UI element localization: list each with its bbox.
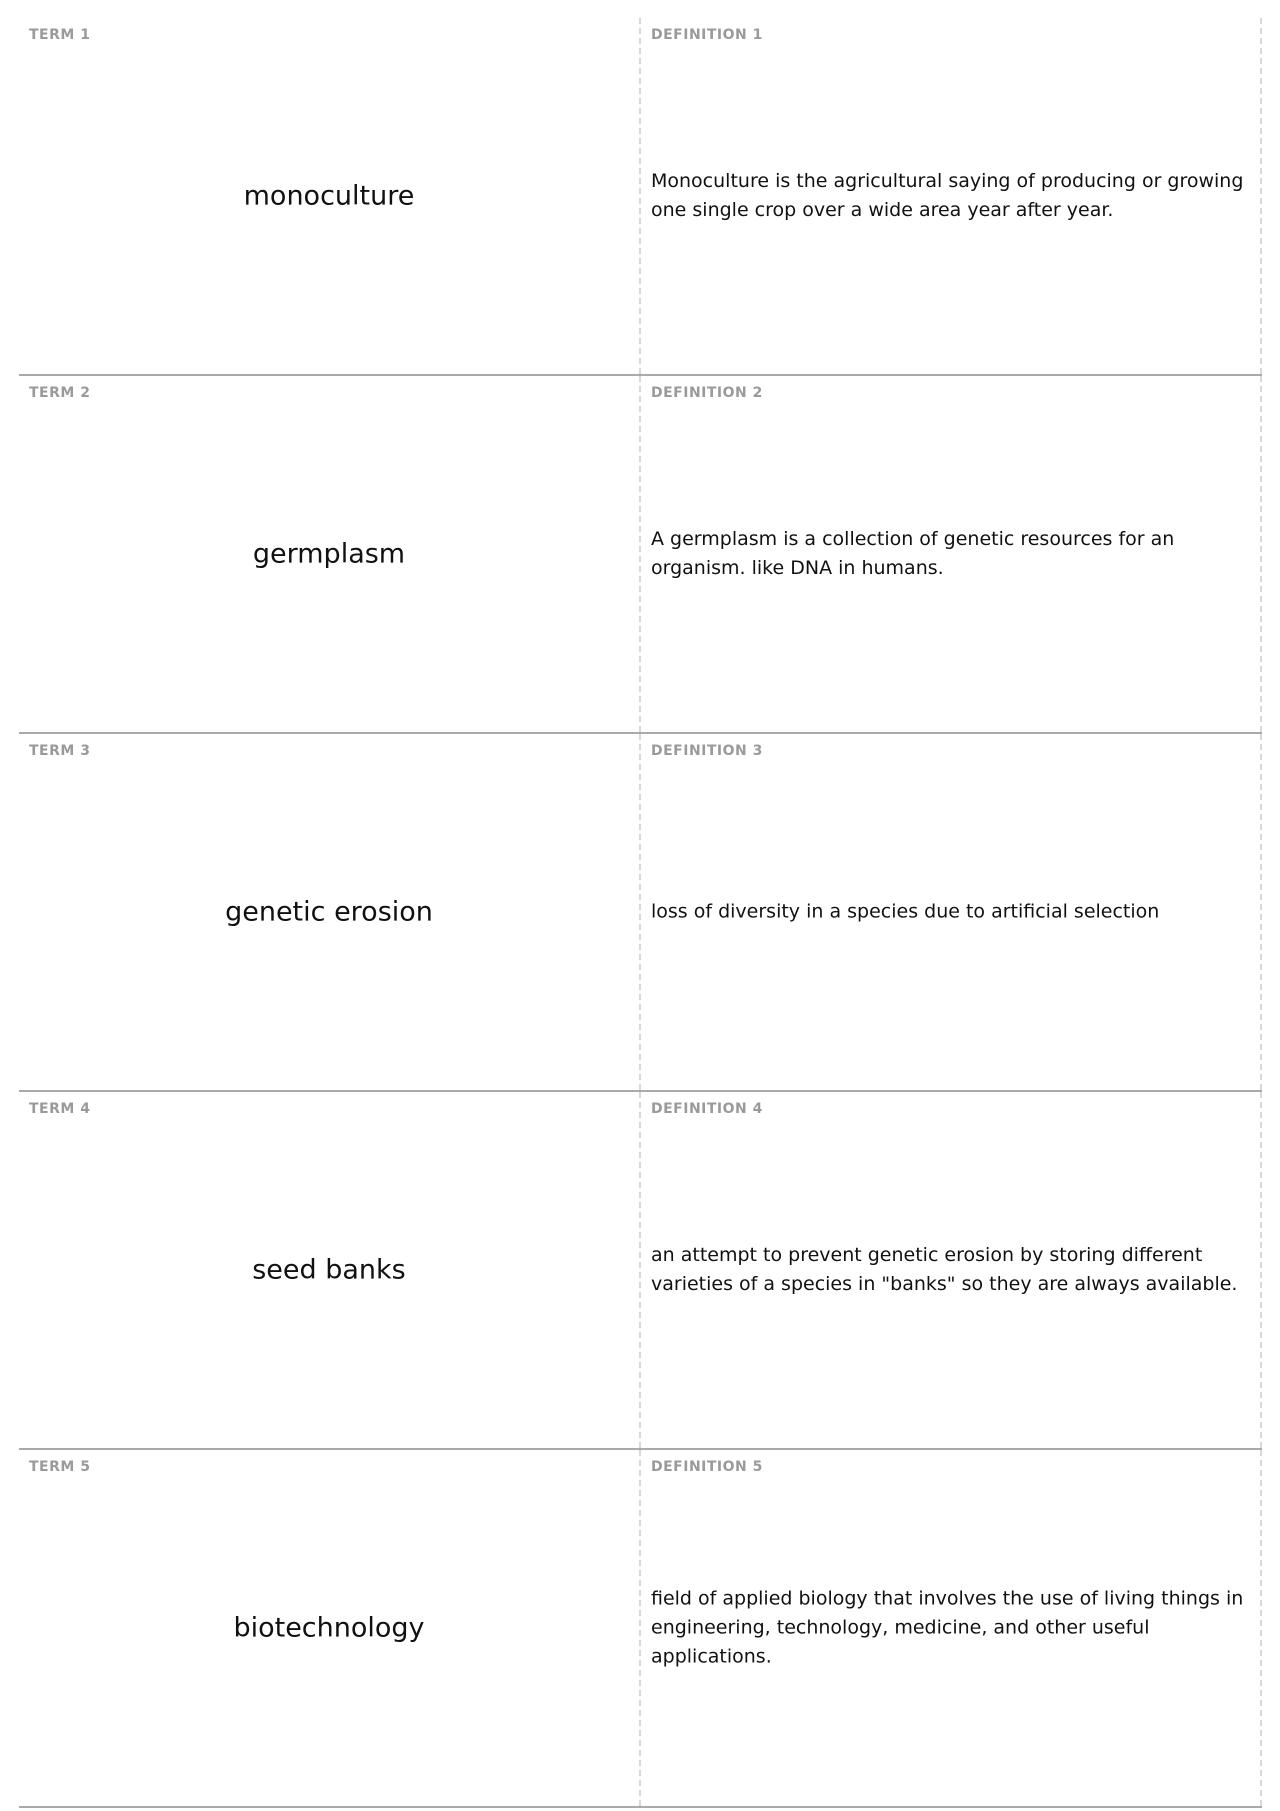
term-label: TERM 4 — [29, 1101, 91, 1117]
flashcard — [19, 734, 1262, 1092]
definition-label: DEFINITION 1 — [651, 27, 763, 43]
definition-cell — [641, 1092, 1262, 1448]
definition-label: DEFINITION 3 — [651, 743, 763, 759]
term-cell — [19, 1092, 641, 1448]
definition-cell — [641, 18, 1262, 374]
term-label: TERM 1 — [29, 27, 91, 43]
definition-text: loss of diversity in a species due to artificial selection — [651, 900, 1160, 923]
term-text: monoculture — [243, 180, 415, 212]
flashcard — [19, 376, 1262, 734]
definition-cell — [641, 734, 1262, 1090]
definition-cell — [641, 1450, 1262, 1806]
term-text: biotechnology — [233, 1612, 425, 1644]
definition-label: DEFINITION 4 — [651, 1101, 763, 1117]
flashcard — [19, 1092, 1262, 1450]
definition-text: field of applied biology that involves the use of living things in engineering, technology, medicine, and other useful applications. — [651, 1587, 1244, 1668]
term-cell — [19, 734, 641, 1090]
term-label: TERM 2 — [29, 385, 91, 401]
flashcard-sheet — [19, 18, 1262, 1808]
flashcard — [19, 18, 1262, 376]
flashcard — [19, 1450, 1262, 1808]
term-label: TERM 3 — [29, 743, 91, 759]
definition-label: DEFINITION 2 — [651, 385, 763, 401]
term-cell — [19, 376, 641, 732]
definition-text: Monoculture is the agricultural saying of producing or growing one single crop over a wide area year after year. — [651, 170, 1244, 221]
definition-text: an attempt to prevent genetic erosion by storing different varieties of a species in "banks" so they are always available. — [651, 1244, 1238, 1295]
term-text: genetic erosion — [225, 896, 433, 928]
term-label: TERM 5 — [29, 1459, 91, 1475]
definition-label: DEFINITION 5 — [651, 1459, 763, 1475]
term-cell — [19, 18, 641, 374]
term-text: germplasm — [252, 538, 406, 570]
term-text: seed banks — [252, 1254, 406, 1286]
term-cell — [19, 1450, 641, 1806]
definition-cell — [641, 376, 1262, 732]
definition-text: A germplasm is a collection of genetic resources for an organism. like DNA in humans. — [651, 528, 1175, 579]
